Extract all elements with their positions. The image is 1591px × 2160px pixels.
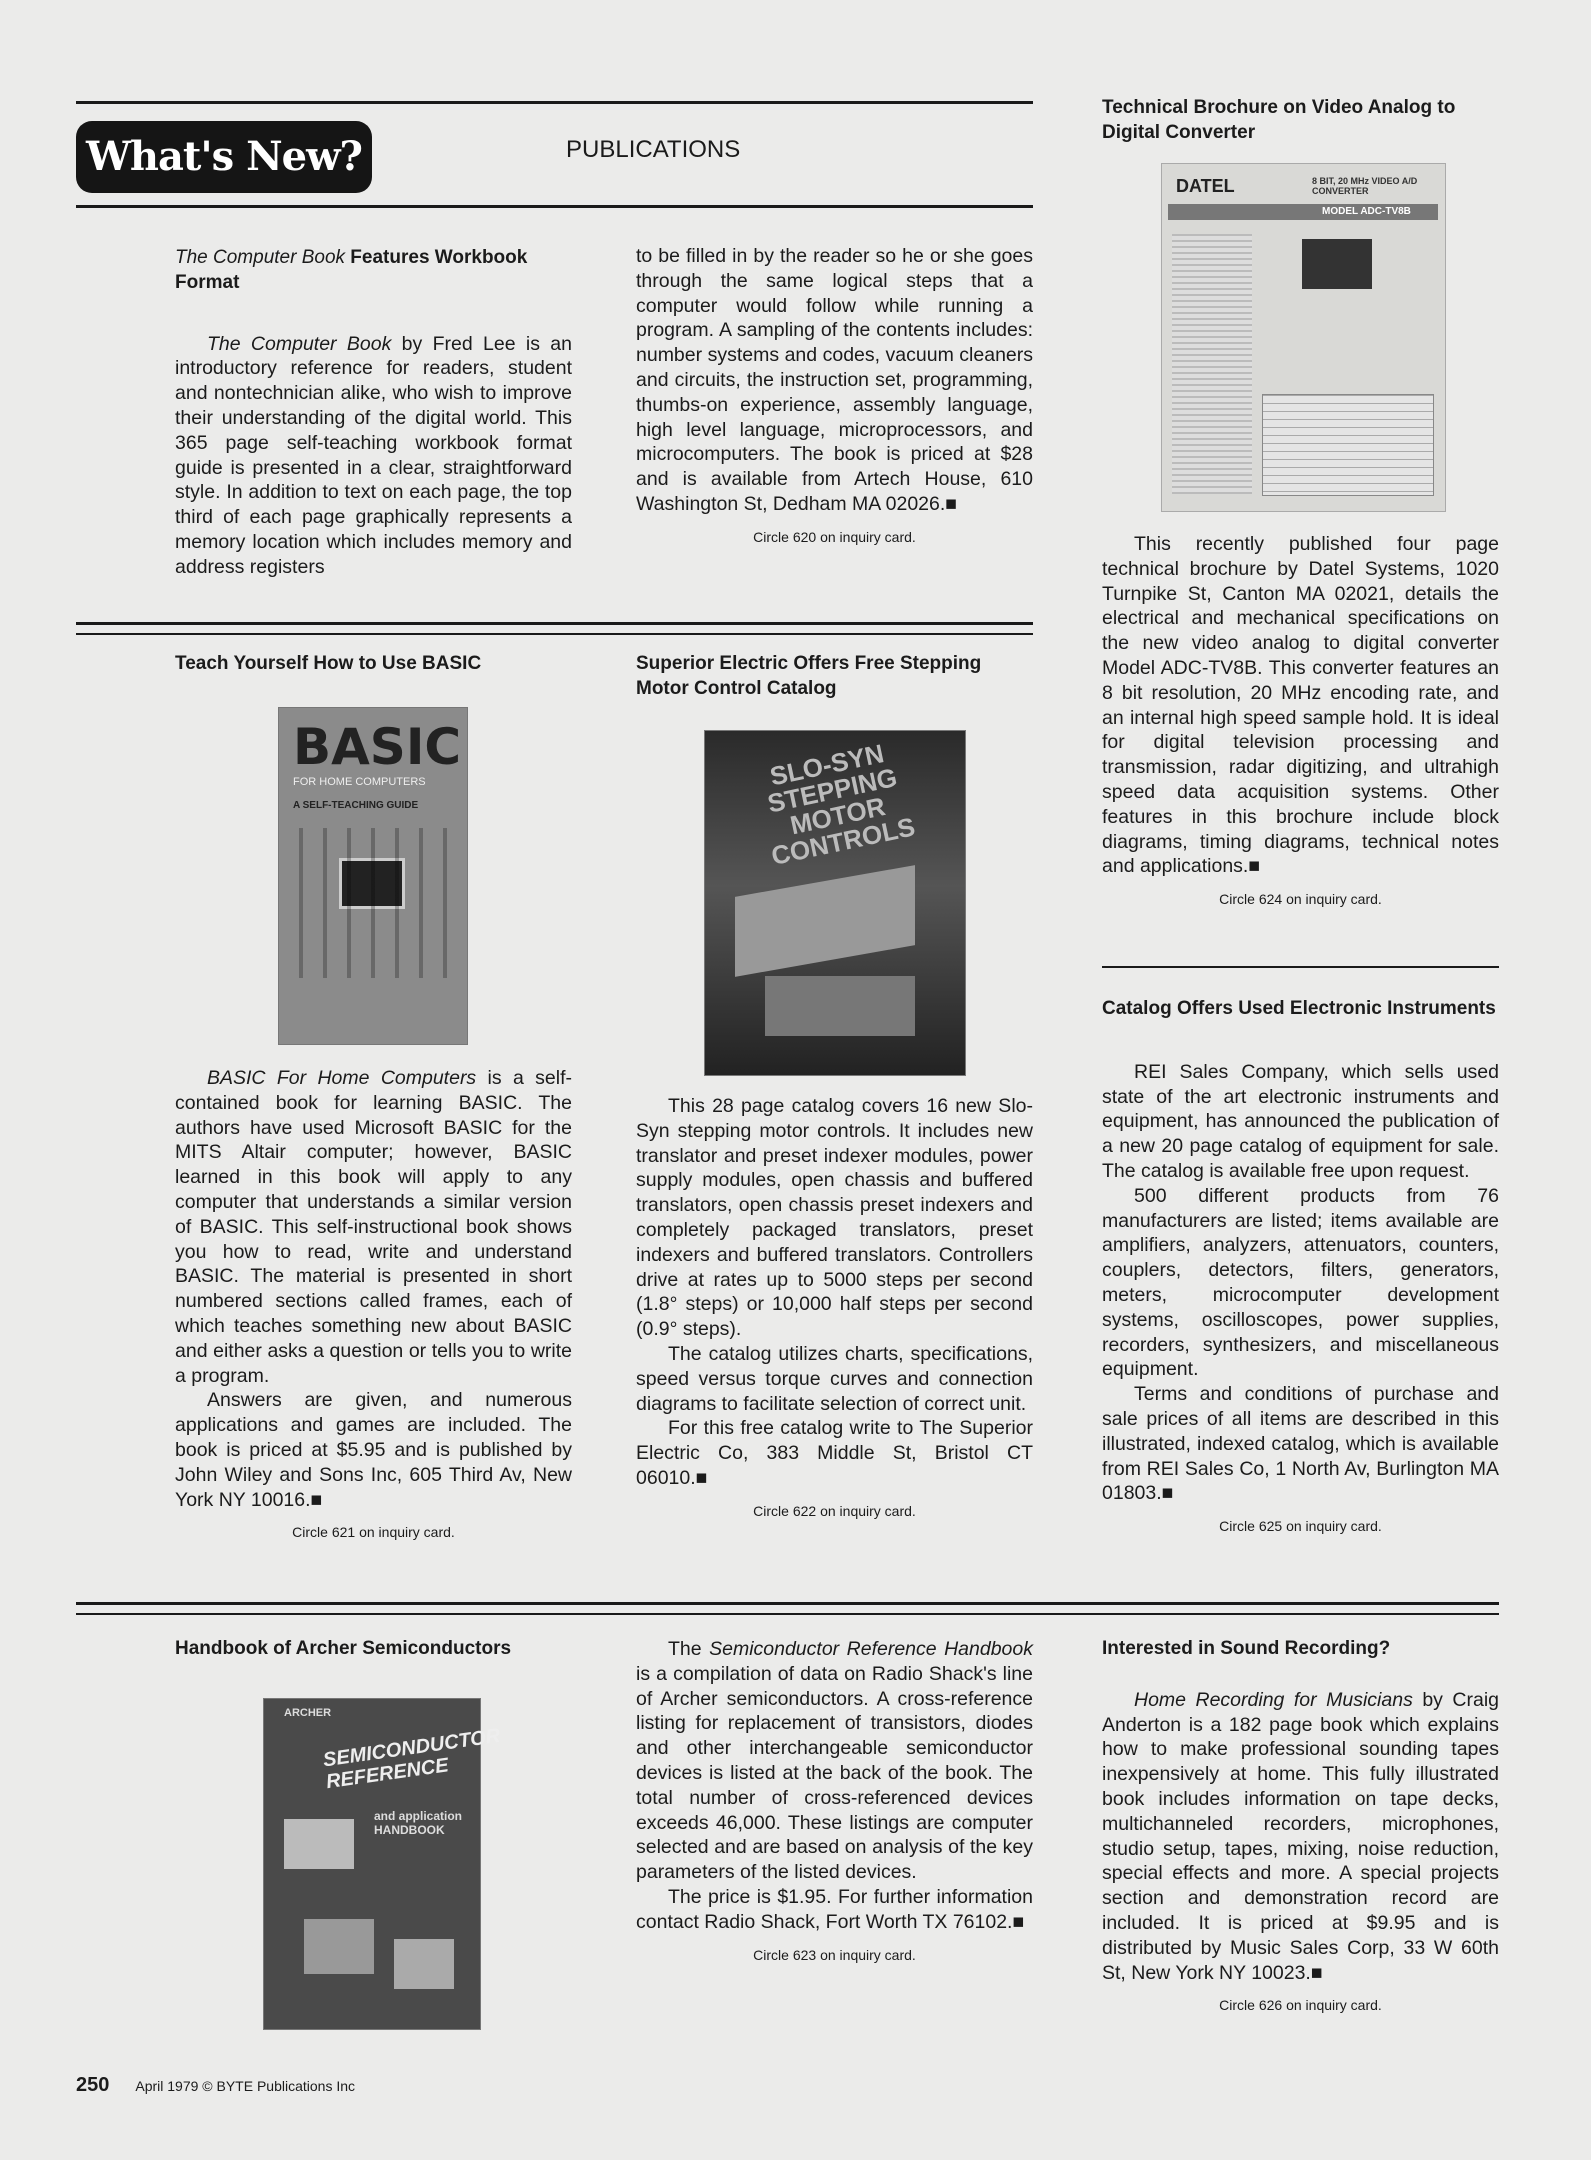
- inquiry-circle: Circle 626 on inquiry card.: [1219, 1997, 1382, 2014]
- article-body: Answers are given, and numerous applications and games are included. The book is priced at $5.95 and is published by John Wiley and Sons Inc, 605 Third Av, New York NY 10016.■: [175, 1389, 572, 1511]
- article-body: The Computer Book by Fred Lee is an introductory reference for readers, student and nontechnician alike, who wish to improve their understanding of the digital world. This 365 page self-teaching workbook format guide is presented in a clear, straightforward style. In addition to text on each page, the top third of each page graphically represents a memory location which includes memory and address registers: [175, 332, 572, 578]
- article-datel: [1102, 96, 1499, 146]
- article-body: For this free catalog write to The Superior Electric Co, 383 Middle St, Bristol CT 06010.■: [636, 1417, 1033, 1489]
- article-superior: [636, 652, 1033, 702]
- article-body: This recently published four page technical brochure by Datel Systems, 1020 Turnpike St, Canton MA 02021, details the electrical and mechanical specifications on the new video analog to digital converter Model ADC-TV8B. This converter features an 8 bit resolution, 20 MHz encoding rate, and an internal high speed sample hold. It is ideal for digital television processing and transmission, radar digitizing, and ultrahigh speed data acquisition systems. Other features in this brochure include block diagrams, timing diagrams, technical notes and applications.■: [1102, 533, 1499, 878]
- article-body: 500 different products from 76 manufacturers are listed; items available are amplifiers, analyzers, attenuators, counters, couplers, detectors, filters, generators, meters, microcomputer development systems, oscilloscopes, power supplies, recorders, synthesizers, and miscellaneous equipment.: [1102, 1184, 1499, 1381]
- article-title: Handbook of Archer Semiconductors: [175, 1638, 512, 1659]
- inquiry-circle: Circle 624 on inquiry card.: [1219, 891, 1382, 908]
- article-title: Teach Yourself How to Use BASIC: [175, 653, 482, 674]
- article-basic-body: BASIC For Home Computers is a self-contained book for learning BASIC. The authors have used Microsoft BASIC for the MITS Altair computer; however, BASIC learned in this book will apply to any computer that understands a similar version of BASIC. This self-instructional book shows you how to read, write and understand BASIC. The material is presented in short numbered sections called frames, each of which teaches something new about BASIC and either asks a question or tells you to write a program. Answers are given, and numerous applications and games are included. The book is priced at $5.95 and is published by John Wiley and Sons Inc, 605 Third Av, New York NY 10016.■ Circle 621 on inquiry card.: [175, 1066, 572, 1545]
- double-rule-2: [76, 1602, 1499, 1615]
- header-rule: [76, 205, 1033, 208]
- article-body: REI Sales Company, which sells used state of the art electronic instruments and equipment, has announced the publication of a new 20 page catalog of equipment for sale. The catalog is available free upon request.: [1102, 1060, 1499, 1182]
- article-rei: [1102, 997, 1499, 1539]
- article-archer: [175, 1637, 572, 1662]
- article-datel-body: [1102, 532, 1499, 912]
- page-number: 250: [76, 2074, 110, 2096]
- datel-brochure-image: DATEL 8 BIT, 20 MHz VIDEO A/D CONVERTER MODEL ADC-TV8B: [1161, 163, 1446, 512]
- column-rule: [1102, 966, 1499, 968]
- article-body: Terms and conditions of purchase and sale prices of all items are described in this illustrated, indexed catalog, which is available from REI Sales Co, 1 North Av, Burlington MA 01803.■: [1102, 1383, 1499, 1505]
- article-title: Interested in Sound Recording?: [1102, 1638, 1391, 1659]
- converter-module: [1302, 239, 1372, 289]
- article-title: The Computer Book Features Workbook Format: [175, 247, 528, 293]
- inquiry-circle: Circle 620 on inquiry card.: [753, 528, 916, 545]
- article-archer-body: The Semiconductor Reference Handbook is a compilation of data on Radio Shack's line of Archer semiconductors. A cross-reference listing for replacement of transistors, diodes and other interchangeable semiconductor devices is listed at the back of the book. The total number of cross-referenced devices exceeds 46,000. These listings are computer selected and are based on analysis of the key parameters of the listed devices. The price is $1.95. For further information contact Radio Shack, Fort Worth TX 76102.■ Circle 623 on inquiry card.: [636, 1637, 1033, 1967]
- inquiry-circle: Circle 625 on inquiry card.: [1219, 1518, 1382, 1535]
- article-computer-book: [175, 246, 572, 580]
- article-body: The price is $1.95. For further information contact Radio Shack, Fort Worth TX 76102.■: [636, 1885, 1033, 1933]
- article-body: to be filled in by the reader so he or she goes through the same logical steps that a computer would follow while running a program. A sampling of the contents includes: number systems and codes, vacuum cleaners and circuits, the instruction set, programming, thumbs-on experience, assembly language, high level language, microprocessors, and microcomputers. The book is priced at $28 and is available from Artech House, 610 Washington St, Dedham MA 02026.■: [636, 245, 1033, 515]
- footer-credit: April 1979 © BYTE Publications Inc: [135, 2078, 356, 2094]
- article-title: Catalog Offers Used Electronic Instruments: [1102, 998, 1496, 1019]
- archer-handbook-cover-image: ARCHER SEMICONDUCTOR REFERENCE and application HANDBOOK: [263, 1698, 481, 2030]
- section-title: PUBLICATIONS: [566, 136, 741, 163]
- inquiry-circle: Circle 623 on inquiry card.: [753, 1946, 916, 1963]
- article-sound-recording: Interested in Sound Recording? Home Recording for Musicians by Craig Anderton is a 182 page book which explains how to make professional sounding tapes inexpensively at home. This fully illustrated book includes information on tape decks, multichanneled recorders, microphones, studio setup, tapes, mixing, noise reduction, special effects and more. A special projects section and demonstration record are included. It is priced at $9.95 and is distributed by Music Sales Corp, 33 W 60th St, New York NY 10023.■ Circle 626 on inquiry card.: [1102, 1637, 1499, 2018]
- page-footer: [76, 2074, 355, 2097]
- article-superior-body: [636, 1094, 1033, 1524]
- article-title: Superior Electric Offers Free Stepping Motor Control Catalog: [636, 653, 982, 699]
- article-computer-book-cont: [636, 244, 1033, 550]
- basic-book-cover-image: BASIC FOR HOME COMPUTERS A SELF-TEACHING GUIDE: [278, 707, 468, 1045]
- article-basic: [175, 652, 572, 677]
- slo-syn-catalog-image: SLO-SYN STEPPING MOTOR CONTROLS: [704, 730, 966, 1076]
- article-body: The catalog utilizes charts, specifications, speed versus torque curves and connection diagrams to facilitate selection of correct unit.: [636, 1342, 1033, 1415]
- double-rule-1: [76, 622, 1033, 635]
- article-title: Technical Brochure on Video Analog to Digital Converter: [1102, 97, 1456, 143]
- inquiry-circle: Circle 621 on inquiry card.: [292, 1524, 455, 1541]
- top-rule: [76, 101, 1033, 104]
- inquiry-circle: Circle 622 on inquiry card.: [753, 1502, 916, 1519]
- article-body: This 28 page catalog covers 16 new Slo-Syn stepping motor controls. It includes new translator and preset indexer modules, power supply modules, open chassis and buffered translators, open chassis preset indexers and completely packaged translators, preset indexers and buffered translators. Controllers drive at rates up to 5000 steps per second (1.8° steps) or 10,000 half steps per second (0.9° steps).: [636, 1095, 1033, 1341]
- whats-new-badge: What's New?: [76, 121, 372, 193]
